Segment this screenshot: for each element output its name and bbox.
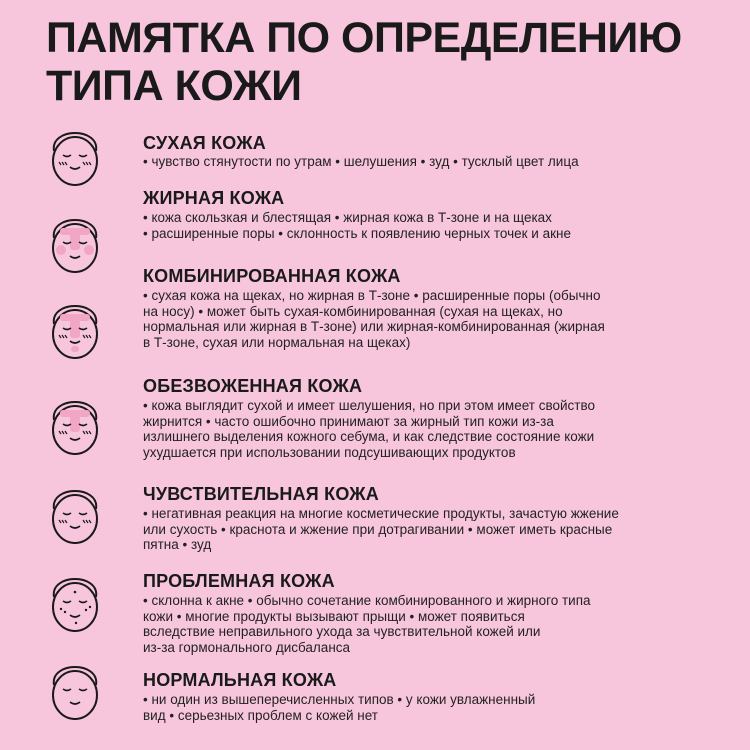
text-line: • кожа скользкая и блестящая • жирная кожа в Т-зоне и на щеках <box>143 210 552 225</box>
text-line: нормальная или жирная в Т-зоне) или жирная-комбинированная (жирная <box>143 319 605 334</box>
text-line: излишнего выделения кожного себума, и как следствие состояние кожи <box>143 429 595 444</box>
text-line: на носу) • может быть сухая-комбинированная (сухая на щеках, но <box>143 303 563 319</box>
text-line: ухудшается при использовании подсушивающих продуктов <box>143 444 516 460</box>
section-text <box>143 210 571 241</box>
section-title: ПРОБЛЕМНАЯ КОЖА <box>143 571 335 591</box>
text-line: в Т-зоне, сухая или нормальная на щеках) <box>143 334 411 350</box>
text-line: из-за гормонального дисбаланса <box>143 639 351 655</box>
section-text <box>143 593 591 655</box>
text-line: • чувство стянутости по утрам • шелушения • зуд • тусклый цвет лица <box>143 154 579 169</box>
section-title: ЖИРНАЯ КОЖА <box>143 188 285 208</box>
section-title: КОМБИНИРОВАННАЯ КОЖА <box>143 266 401 286</box>
section-text <box>143 154 579 170</box>
text-line: • склонна к акне • обычно сочетание комбинированного и жирного типа <box>143 593 591 608</box>
section-title: НОРМАЛЬНАЯ КОЖА <box>143 670 337 690</box>
face-sensitive-icon <box>46 475 104 547</box>
text-line: • кожа выглядит сухой и имеет шелушения, но при этом имеет свойство <box>143 398 595 413</box>
face-dry-icon <box>46 117 104 189</box>
text-line: жирнится • часто ошибочно принимают за жирный тип кожи из-за <box>143 413 554 429</box>
text-line: • ни один из вышеперечисленных типов • у кожи увлажненный <box>143 692 536 707</box>
face-problem-icon <box>46 563 104 635</box>
page-title-line2: ТИПА КОЖИ <box>46 62 302 110</box>
section-text <box>143 692 535 723</box>
section-text <box>143 398 595 460</box>
face-normal-icon <box>46 651 104 723</box>
page-title-line1: ПАМЯТКА ПО ОПРЕДЕЛЕНИЮ <box>46 14 682 62</box>
text-line: пятна • зуд <box>143 537 212 552</box>
section-text <box>143 506 619 553</box>
text-line: вследствие неправильного ухода за чувствительной кожей или <box>143 624 541 639</box>
section-title: ОБЕЗВОЖЕННАЯ КОЖА <box>143 376 363 396</box>
text-line: • негативная реакция на многие косметические продукты, зачастую жжение <box>143 506 619 521</box>
text-line: • расширенные поры • склонность к появлению черных точек и акне <box>143 225 571 241</box>
face-combination-icon <box>46 290 104 362</box>
text-line: кожи • многие продукты вызывают прыщи • может появиться <box>143 608 525 624</box>
face-oily-icon <box>46 204 104 276</box>
section-text <box>143 288 605 350</box>
text-line: вид • серьезных проблем с кожей нет <box>143 707 378 723</box>
section-title: СУХАЯ КОЖА <box>143 133 266 153</box>
text-line: или сухость • краснота и жжение при дотрагивании • может иметь красные <box>143 521 613 537</box>
face-dehydrated-icon <box>46 386 104 458</box>
section-title: ЧУВСТВИТЕЛЬНАЯ КОЖА <box>143 484 379 504</box>
text-line: • сухая кожа на щеках, но жирная в Т-зоне • расширенные поры (обычно <box>143 288 601 303</box>
page-title <box>46 14 682 110</box>
